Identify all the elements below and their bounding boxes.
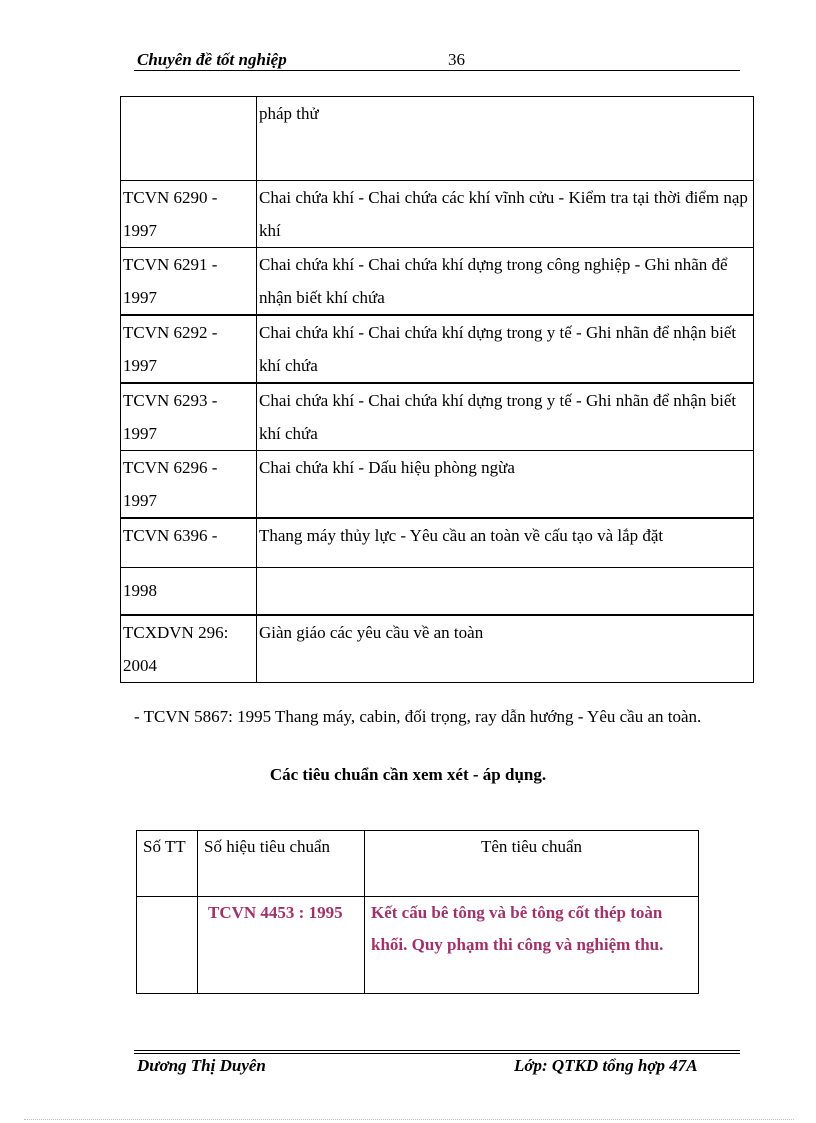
footer-author: Dương Thị Duyên xyxy=(137,1056,266,1075)
apply-standards-table xyxy=(136,830,699,994)
table-row xyxy=(121,97,754,181)
table-header-row xyxy=(137,831,699,897)
header-code: Số hiệu tiêu chuẩn xyxy=(198,831,365,897)
table-row xyxy=(121,181,754,248)
header-rule xyxy=(134,70,740,71)
section-subheading: Các tiêu chuẩn cần xem xét - áp dụng. xyxy=(269,765,547,784)
table-row xyxy=(121,615,754,683)
footer-rule-double xyxy=(134,1053,740,1054)
row-name: Kết cấu bê tông và bê tông cốt thép toàn khối. Quy phạm thi công và nghiệm thu. xyxy=(365,897,699,994)
header-name: Tên tiêu chuẩn xyxy=(365,831,699,897)
footer-class: Lớp: QTKD tổng hợp 47A xyxy=(514,1056,698,1075)
std-code: TCVN 6291 - 1997 xyxy=(121,248,257,316)
page-bottom-border xyxy=(24,1119,794,1120)
std-name: Chai chứa khí - Chai chứa các khí vĩnh cửu - Kiểm tra tại thời điểm nạp khí xyxy=(257,181,754,248)
std-name: Giàn giáo các yêu cầu về an toàn xyxy=(257,615,754,683)
std-code: TCVN 6292 - 1997 xyxy=(121,315,257,383)
std-code: TCVN 6296 - 1997 xyxy=(121,451,257,519)
row-stt xyxy=(137,897,198,994)
std-code: 1998 xyxy=(121,567,257,615)
table-row xyxy=(121,248,754,316)
header-title: Chuyên đề tốt nghiệp xyxy=(137,50,287,69)
std-name: Thang máy thủy lực - Yêu cầu an toàn về cấu tạo và lắp đặt xyxy=(257,518,754,567)
row-code: TCVN 4453 : 1995 xyxy=(198,897,365,994)
table-row xyxy=(121,567,754,615)
std-code: TCXDVN 296: 2004 xyxy=(121,615,257,683)
std-name: Chai chứa khí - Chai chứa khí dựng trong công nghiệp - Ghi nhãn để nhận biết khí chứa xyxy=(257,248,754,316)
header-stt: Số TT xyxy=(137,831,198,897)
table-row xyxy=(121,451,754,519)
std-name: Chai chứa khí - Dấu hiệu phòng ngừa xyxy=(257,451,754,519)
std-name: Chai chứa khí - Chai chứa khí dựng trong y tế - Ghi nhãn để nhận biết khí chứa xyxy=(257,383,754,451)
table-row xyxy=(121,518,754,567)
table-row xyxy=(137,897,699,994)
std-name: pháp thử xyxy=(257,97,754,181)
standards-table xyxy=(120,96,754,683)
std-code: TCVN 6396 - xyxy=(121,518,257,567)
std-name: Chai chứa khí - Chai chứa khí dựng trong y tế - Ghi nhãn để nhận biết khí chứa xyxy=(257,315,754,383)
table-row xyxy=(121,315,754,383)
footer-rule xyxy=(134,1050,740,1051)
std-code xyxy=(121,97,257,181)
standard-paragraph: - TCVN 5867: 1995 Thang máy, cabin, đối trọng, ray dẫn hướng - Yêu cầu an toàn. xyxy=(134,707,702,726)
std-code: TCVN 6293 - 1997 xyxy=(121,383,257,451)
std-name xyxy=(257,567,754,615)
table-row xyxy=(121,383,754,451)
std-code: TCVN 6290 - 1997 xyxy=(121,181,257,248)
page-number: 36 xyxy=(448,50,465,69)
